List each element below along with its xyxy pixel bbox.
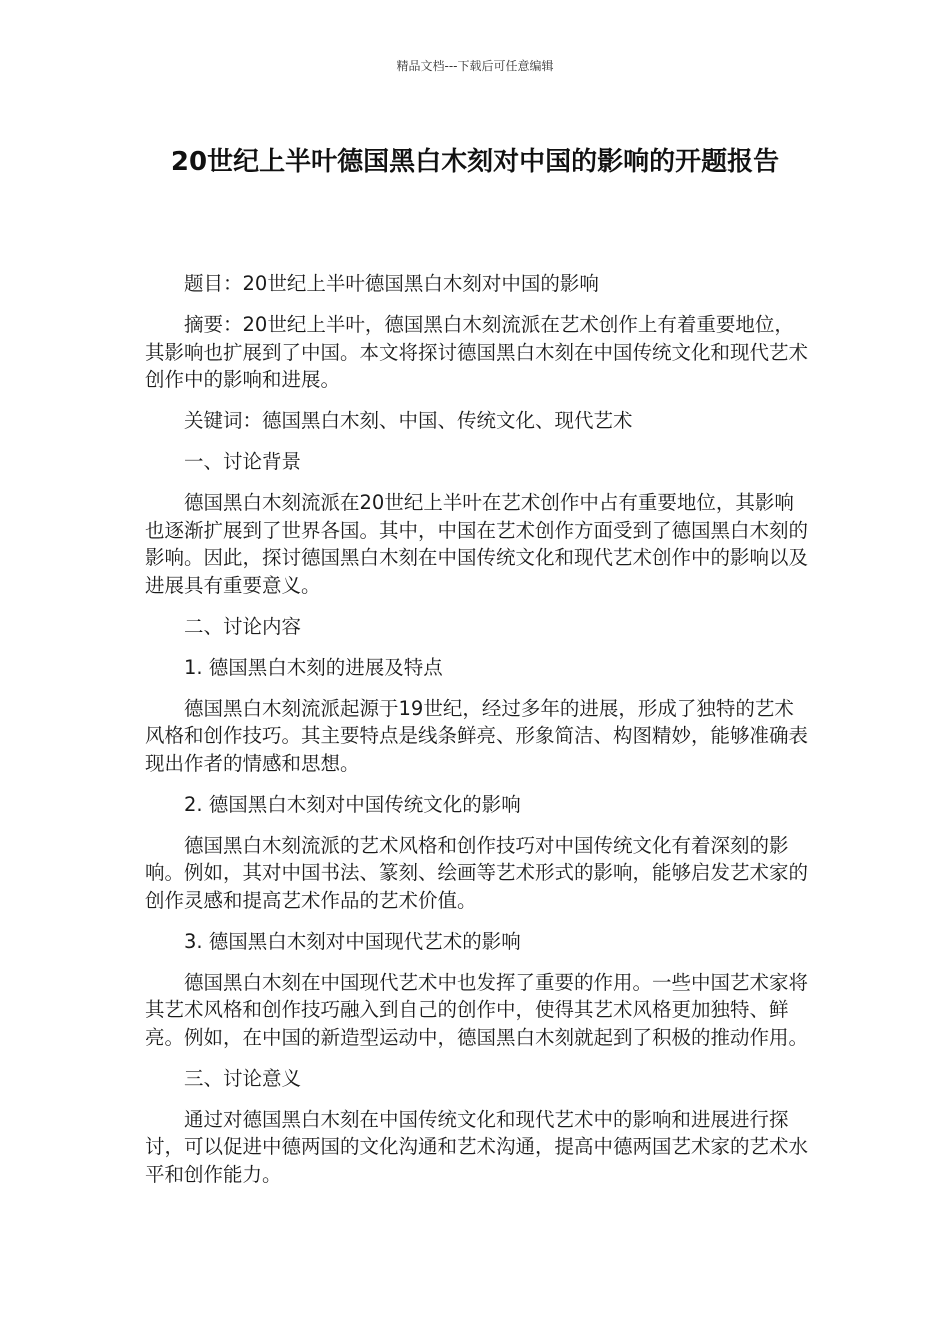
paragraph-background: 德国黑白木刻流派在20世纪上半叶在艺术创作中占有重要地位，其影响也逐渐扩展到了世界各国。其中，中国在艺术创作方面受到了德国黑白木刻的影响。因此，探讨德国黑白木刻在中国传统文化和现代艺术创作中的影响以及进展具有重要意义。	[145, 491, 809, 597]
paragraph-development: 德国黑白木刻流派起源于19世纪，经过多年的进展，形成了独特的艺术风格和创作技巧。其主要特点是线条鲜亮、形象简洁、构图精妙，能够准确表现出作者的情感和思想。	[145, 696, 809, 775]
subheading-traditional-culture: 2. 德国黑白木刻对中国传统文化的影响	[184, 792, 521, 816]
document-title: 20世纪上半叶德国黑白木刻对中国的影响的开题报告	[170, 147, 780, 177]
section-heading-background: 一、讨论背景	[184, 450, 302, 473]
subheading-modern-art: 3. 德国黑白木刻对中国现代艺术的影响	[184, 929, 521, 953]
paragraph-modern-art: 德国黑白木刻在中国现代艺术中也发挥了重要的作用。一些中国艺术家将其艺术风格和创作技巧融入到自己的创作中，使得其艺术风格更加独特、鲜亮。例如，在中国的新造型运动中，德国黑白木刻就起到了积极的推动作用。	[145, 970, 809, 1049]
document-body	[145, 270, 809, 1202]
section-heading-content: 二、讨论内容	[184, 614, 302, 638]
header-note: 精品文档---下载后可任意编辑	[396, 59, 554, 73]
section-heading-significance: 三、讨论意义	[184, 1066, 302, 1090]
paragraph-keywords: 关键词：德国黑白木刻、中国、传统文化、现代艺术	[184, 409, 633, 432]
paragraph-significance: 通过对德国黑白木刻在中国传统文化和现代艺术中的影响和进展进行探讨，可以促进中德两国的文化沟通和艺术沟通，提高中德两国艺术家的艺术水平和创作能力。	[145, 1107, 809, 1186]
subheading-development: 1. 德国黑白木刻的进展及特点	[184, 655, 443, 679]
paragraph-topic: 题目：20世纪上半叶德国黑白木刻对中国的影响	[184, 272, 599, 295]
paragraph-abstract: 摘要：20世纪上半叶，德国黑白木刻流派在艺术创作上有着重要地位，其影响也扩展到了中国。本文将探讨德国黑白木刻在中国传统文化和现代艺术创作中的影响和进展。	[145, 313, 809, 391]
paragraph-traditional-culture: 德国黑白木刻流派的艺术风格和创作技巧对中国传统文化有着深刻的影响。例如，其对中国书法、篆刻、绘画等艺术形式的影响，能够启发艺术家的创作灵感和提高艺术作品的艺术价值。	[145, 833, 809, 912]
